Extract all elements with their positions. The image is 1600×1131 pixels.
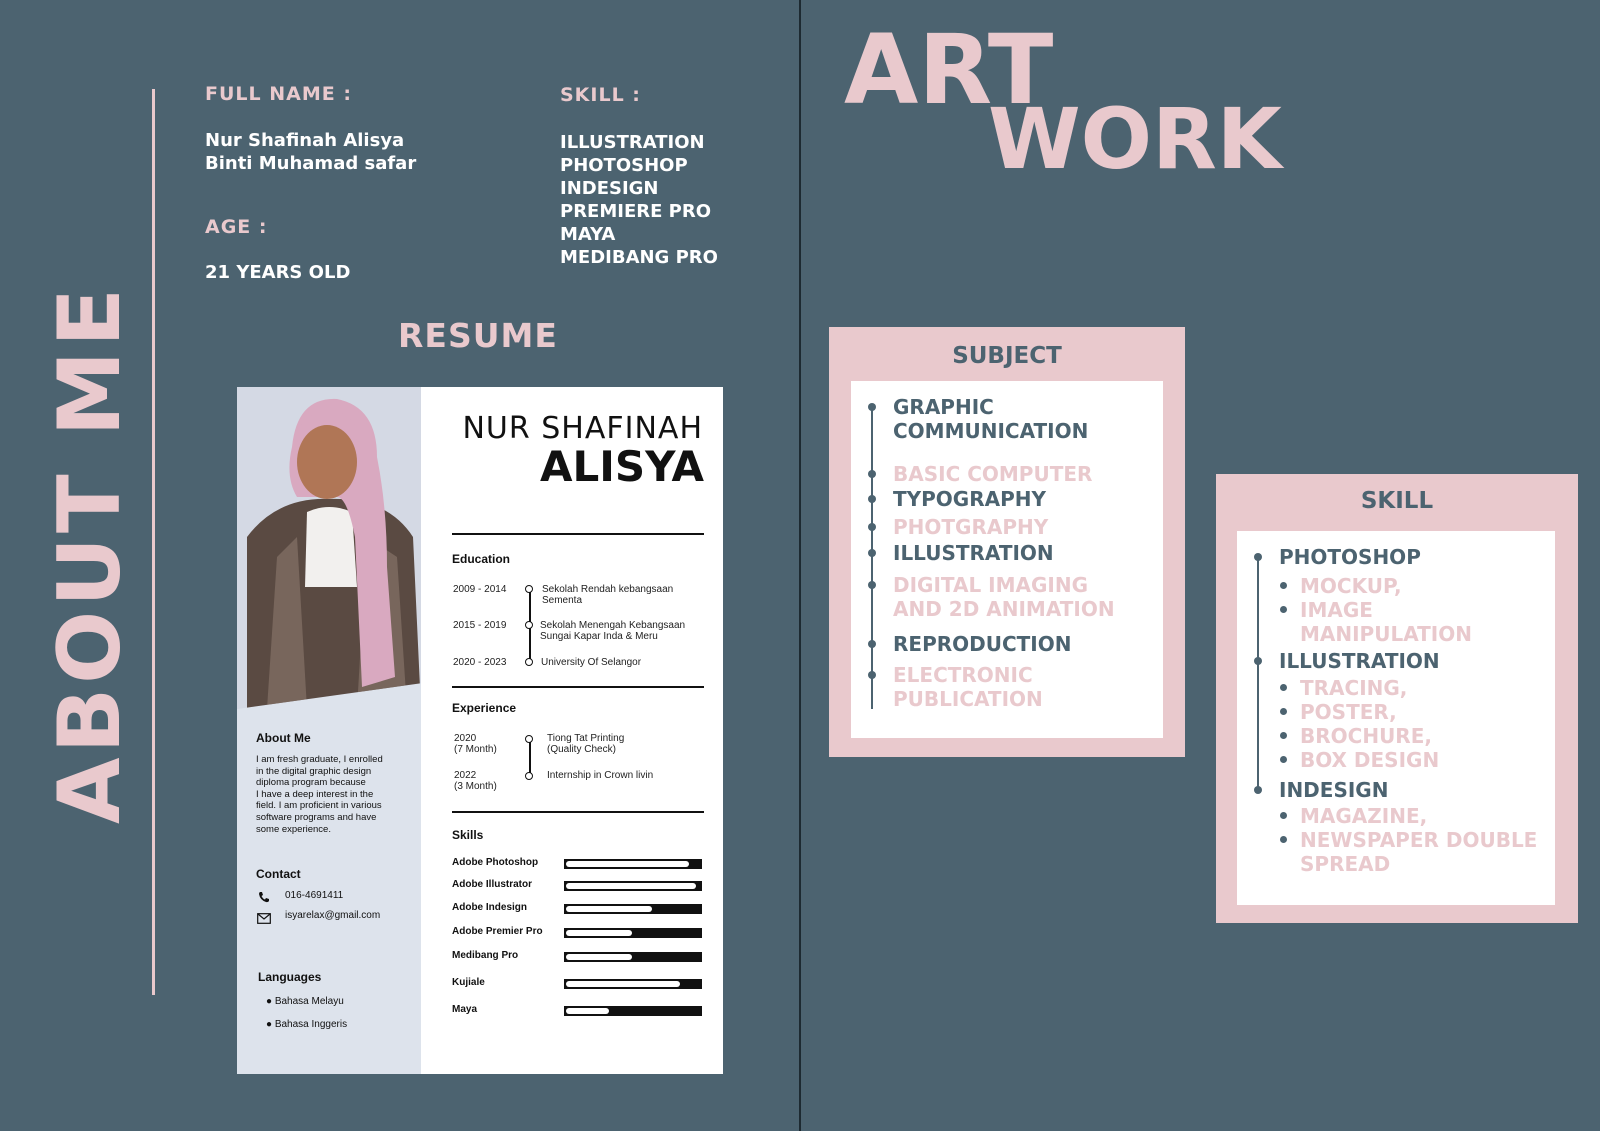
divider: [452, 811, 704, 813]
timeline-dot: [868, 470, 876, 478]
skill-group-item: MAGAZINE,: [1300, 804, 1428, 828]
skill-group-item: MANIPULATION: [1300, 622, 1472, 646]
skill-bar-label: Adobe Illustrator: [452, 879, 533, 890]
about-line: field. I am proficient in various: [256, 800, 382, 812]
contact-heading: Contact: [256, 867, 301, 881]
skill-group-name: ILLUSTRATION: [1279, 649, 1440, 673]
education-school: University Of Selangor: [541, 657, 642, 668]
work-title: WORK: [988, 90, 1282, 188]
language-label: Bahasa Inggeris: [274, 1019, 348, 1030]
profile-photo: [237, 387, 421, 709]
timeline-dot: [868, 403, 876, 411]
about-me-rule: [152, 89, 155, 995]
timeline-dot: [1254, 553, 1262, 561]
subject-item: TYPOGRAPHY: [893, 487, 1046, 511]
skill-list-item: INDESIGN: [560, 178, 659, 199]
divider: [452, 686, 704, 688]
skill-bar: [564, 859, 702, 869]
skill-bar-fill: [566, 954, 632, 960]
skill-bar-label: Adobe Photoshop: [452, 857, 539, 868]
timeline-dot: [1254, 657, 1262, 665]
bullet-dot: [1280, 684, 1287, 691]
experience-timeline: [529, 740, 531, 774]
skill-bar-fill: [566, 930, 632, 936]
age-label: AGE :: [205, 216, 268, 238]
skill-group-item: SPREAD: [1300, 852, 1391, 876]
experience-place: Tiong Tat Printing (Quality Check): [547, 733, 625, 755]
experience-heading: Experience: [452, 701, 517, 715]
timeline-dot: [868, 523, 876, 531]
skill-bar-label: Maya: [452, 1004, 478, 1015]
language-item: ● Bahasa Inggeris: [266, 1019, 348, 1030]
about-text: [256, 754, 383, 835]
art-title: ART: [844, 14, 1054, 126]
education-school: Sekolah Rendah kebangsaan Sementa: [542, 584, 674, 606]
skill-group-item: POSTER,: [1300, 700, 1397, 724]
skill-list: [560, 131, 718, 269]
experience-period: 2022 (3 Month): [454, 770, 497, 792]
skill-box: [1216, 474, 1578, 923]
resume-first-name: NUR SHAFINAH: [462, 411, 703, 446]
age-value: 21 YEARS OLD: [205, 262, 351, 283]
about-line: diploma program because: [256, 777, 366, 789]
bullet-dot: [1280, 836, 1287, 843]
timeline-dot: [1254, 786, 1262, 794]
timeline-dot: [525, 658, 533, 666]
mail-icon: [257, 911, 271, 922]
bullet-dot: [1280, 606, 1287, 613]
timeline-dot: [525, 585, 533, 593]
full-name-label: FULL NAME :: [205, 83, 352, 105]
subject-box: [829, 327, 1185, 757]
skill-bar: [564, 881, 702, 891]
timeline-dot: [525, 621, 533, 629]
experience-place: Internship in Crown livin: [547, 770, 654, 781]
education-years: 2020 - 2023: [453, 657, 507, 668]
timeline-dot: [868, 671, 876, 679]
education-years: 2015 - 2019: [453, 620, 507, 631]
bullet-dot: [1280, 812, 1287, 819]
email-address: isyarelax@gmail.com: [285, 910, 381, 921]
full-name-line-2: Binti Muhamad safar: [205, 153, 417, 174]
full-name-line-1: Nur Shafinah Alisya: [205, 130, 405, 151]
subject-list: [851, 381, 1163, 738]
bullet-dot: [1280, 582, 1287, 589]
subject-item: BASIC COMPUTER: [893, 462, 1093, 486]
bullet-dot: [1280, 756, 1287, 763]
education-school: Sekolah Menengah Kebangsaan Sungai Kapar Inda & Meru: [540, 620, 686, 642]
skill-bar-fill: [566, 861, 689, 867]
skill-bar: [564, 952, 702, 962]
skill-group-item: BROCHURE,: [1300, 724, 1432, 748]
skill-bar-fill: [566, 883, 696, 889]
about-me-title: ABOUT ME: [40, 284, 140, 824]
subject-item: ELECTRONIC PUBLICATION: [893, 663, 1043, 711]
skill-bar-label: Medibang Pro: [452, 950, 519, 961]
skill-group-item: MOCKUP,: [1300, 574, 1402, 598]
skill-bar: [564, 928, 702, 938]
skill-bar: [564, 1006, 702, 1016]
skill-bar-label: Kujiale: [452, 977, 485, 988]
about-line: some experience.: [256, 823, 331, 835]
skill-group-name: PHOTOSHOP: [1279, 545, 1421, 569]
skill-group-item: TRACING,: [1300, 676, 1408, 700]
skill-list-item: MAYA: [560, 224, 616, 245]
resume-last-name: ALISYA: [539, 442, 704, 491]
about-line: software programs and have: [256, 811, 377, 823]
skill-bar-fill: [566, 981, 680, 987]
skill-group-item: NEWSPAPER DOUBLE: [1300, 828, 1538, 852]
resume-sidebar: [237, 387, 421, 1074]
subject-item: ILLUSTRATION: [893, 541, 1054, 565]
about-line: I am fresh graduate, I enrolled: [256, 754, 383, 765]
phone-number: 016-4691411: [285, 890, 344, 901]
language-item: ● Bahasa Melayu: [266, 996, 344, 1007]
timeline-dot: [868, 495, 876, 503]
subject-title: SUBJECT: [952, 343, 1062, 369]
skill-group-item: BOX DESIGN: [1300, 748, 1440, 772]
education-heading: Education: [452, 552, 511, 566]
skill-group-name: INDESIGN: [1279, 778, 1389, 802]
resume-card: [237, 387, 723, 1074]
languages-heading: Languages: [258, 970, 322, 984]
timeline-dot: [525, 772, 533, 780]
skill-timeline: [1257, 555, 1259, 793]
timeline-dot: [525, 735, 533, 743]
bullet-dot: [1280, 732, 1287, 739]
timeline-dot: [868, 581, 876, 589]
skill-list-item: PHOTOSHOP: [560, 155, 688, 176]
subject-item: GRAPHIC COMMUNICATION: [893, 395, 1089, 443]
skill-bar: [564, 904, 702, 914]
skill-list-item: PREMIERE PRO: [560, 201, 712, 222]
bullet-dot: [1280, 708, 1287, 715]
language-label: Bahasa Melayu: [274, 996, 344, 1007]
resume-title: RESUME: [398, 316, 558, 355]
skill-bar: [564, 979, 702, 989]
skill-bar-label: Adobe Indesign: [452, 902, 527, 913]
page-divider: [799, 0, 801, 1131]
skill-label: SKILL :: [560, 84, 641, 106]
timeline-dot: [868, 549, 876, 557]
divider: [452, 533, 704, 535]
phone-icon: [258, 890, 270, 902]
subject-item: REPRODUCTION: [893, 632, 1072, 656]
skill-bar-fill: [566, 1008, 609, 1014]
skill-bar-fill: [566, 906, 652, 912]
timeline-dot: [868, 640, 876, 648]
experience-period: 2020 (7 Month): [454, 733, 497, 755]
subject-timeline: [871, 405, 873, 709]
skill-group-item: IMAGE: [1300, 598, 1373, 622]
skill-group-list: [1237, 531, 1555, 905]
skills-heading: Skills: [452, 828, 484, 842]
about-heading: About Me: [256, 731, 311, 745]
skill-bar-label: Adobe Premier Pro: [452, 926, 543, 937]
resume-main: [421, 387, 723, 1074]
skill-list-item: MEDIBANG PRO: [560, 247, 718, 268]
skill-list-item: ILLUSTRATION: [560, 132, 705, 153]
education-years: 2009 - 2014: [453, 584, 507, 595]
subject-item: PHOTGRAPHY: [893, 515, 1049, 539]
subject-item: DIGITAL IMAGING AND 2D ANIMATION: [893, 573, 1115, 621]
about-line: in the digital graphic design: [256, 765, 372, 777]
skill-box-title: SKILL: [1360, 488, 1434, 514]
about-line: I have a deep interest in the: [256, 788, 374, 800]
